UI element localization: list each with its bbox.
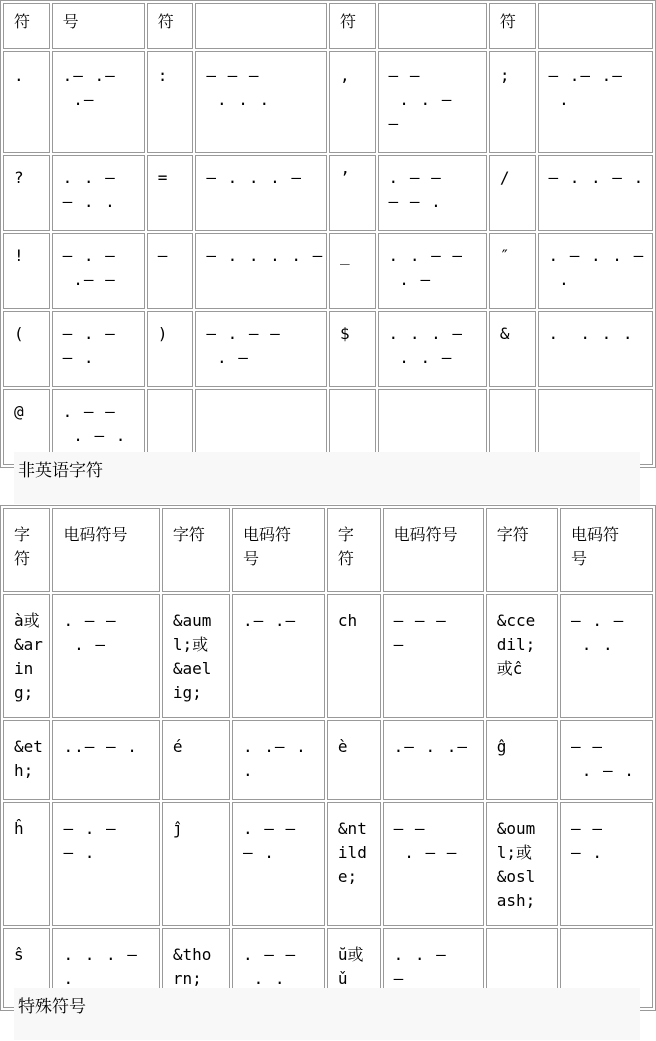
symbol-cell: ’ [329,155,376,231]
code-cell: . . — — . — [378,233,487,309]
code-cell: . . — — . . [52,155,145,231]
table-row [3,720,653,800]
code-cell: .— .— .— [52,51,145,153]
symbol-cell: ! [3,233,50,309]
symbol-cell: ; [489,51,536,153]
symbol-cell: ŝ [3,928,50,1008]
header-cell: 符 [147,3,194,49]
code-cell: — . . . . — [195,233,327,309]
code-cell: . . . — . [52,928,159,1008]
symbol-cell: & [489,311,536,387]
symbol-cell: &et h; [3,720,50,800]
header-cell: 符 [329,3,376,49]
code-cell: ..— — . [52,720,159,800]
code-cell: . — . . — . [538,233,654,309]
symbol-cell: &aum l;或 &ael ig; [162,594,230,718]
symbol-cell: &oum l;或 &osl ash; [486,802,558,926]
code-cell: — . — — . — [195,311,327,387]
code-cell: — — — . [560,802,653,926]
code-cell: — — . — . [560,720,653,800]
symbol-cell: : [147,51,194,153]
symbol-cell: ŭ或 ǔ [327,928,381,1008]
header-cell: 电码符号 [383,508,484,592]
header-cell [538,3,654,49]
code-cell: — . — — . [52,311,145,387]
header-cell: 符 [489,3,536,49]
code-cell: — . — .— — [52,233,145,309]
header-cell [378,3,487,49]
code-cell: — — — — [383,594,484,718]
symbol-cell: — [147,233,194,309]
header-cell: 字符 [162,508,230,592]
symbol-cell: = [147,155,194,231]
code-cell: . — — — — . [378,155,487,231]
symbol-cell: ch [327,594,381,718]
non-english-table [0,505,656,1011]
symbol-cell: , [329,51,376,153]
symbol-cell: $ [329,311,376,387]
section-caption: 特殊符号 [14,988,640,1040]
code-cell: — — . — — [383,802,484,926]
header-cell: 字符 [486,508,558,592]
section-caption: 非英语字符 [14,452,640,504]
symbol-cell: ĥ [3,802,50,926]
table-header-row [3,3,653,49]
symbol-cell: &tho rn; [162,928,230,1008]
header-cell: 电码符 号 [232,508,325,592]
code-cell: . . — — [383,928,484,1008]
symbol-cell: ĵ [162,802,230,926]
punctuation-table [0,0,656,468]
table-header-row [3,508,653,592]
symbol-cell: ? [3,155,50,231]
code-cell: . — — — . [232,802,325,926]
code-cell: . .— . . [232,720,325,800]
code-cell: . . . . [538,311,654,387]
code-cell: — — . . — — [378,51,487,153]
symbol-cell: ĝ [486,720,558,800]
symbol-cell: è [327,720,381,800]
code-cell: . — — . — . [52,389,145,465]
symbol-cell: _ [329,233,376,309]
symbol-cell: @ [3,389,50,465]
symbol-cell: &cce dil; 或ĉ [486,594,558,718]
header-cell: 电码符 号 [560,508,653,592]
header-cell: 字 符 [327,508,381,592]
table-row [3,51,653,153]
header-cell: 字 符 [3,508,50,592]
code-cell: . . . — . . — [378,311,487,387]
symbol-cell: &nt ild e; [327,802,381,926]
table-row [3,233,653,309]
table-row [3,594,653,718]
symbol-cell: . [3,51,50,153]
header-cell: 电码符号 [52,508,159,592]
code-cell: .— .— [232,594,325,718]
code-cell: . — — . — [52,594,159,718]
symbol-cell: ( [3,311,50,387]
code-cell: — . . — . [538,155,654,231]
symbol-cell: ) [147,311,194,387]
code-cell: — . . . — [195,155,327,231]
header-cell [195,3,327,49]
table-row [3,311,653,387]
code-cell: — .— .— . [538,51,654,153]
code-cell: — . — — . [52,802,159,926]
table-row [3,802,653,926]
code-cell: — . — . . [560,594,653,718]
symbol-cell: / [489,155,536,231]
code-cell: — — — . . . [195,51,327,153]
code-cell: .— . .— [383,720,484,800]
symbol-cell: à或 &ar in g; [3,594,50,718]
symbol-cell: é [162,720,230,800]
code-cell: . — — . . [232,928,325,1008]
header-cell: 号 [52,3,145,49]
header-cell: 符 [3,3,50,49]
table-row [3,155,653,231]
symbol-cell: ″ [489,233,536,309]
